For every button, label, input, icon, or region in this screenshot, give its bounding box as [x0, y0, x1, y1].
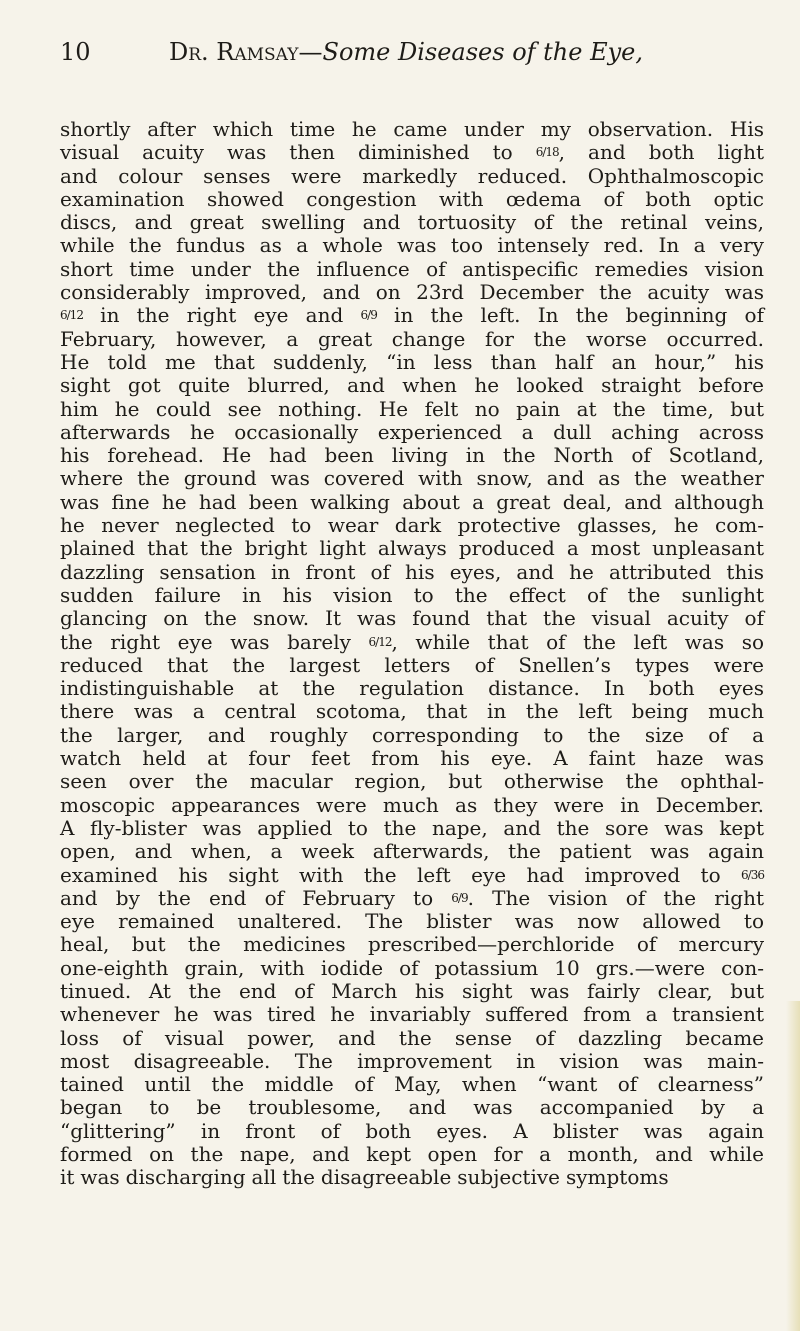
text-line: visual acuity was then diminished to 6/18, and both light	[60, 140, 764, 165]
fraction: 6/9	[360, 308, 377, 323]
text-line: tained until the middle of May, when “want of clearness”	[60, 1072, 764, 1097]
fraction: 6/12	[368, 634, 392, 649]
text-line: he never neglected to wear dark protective glasses, he com-	[60, 513, 764, 538]
running-header	[50, 38, 762, 70]
text-line: while the fundus as a whole was too intensely red. In a very	[60, 233, 764, 258]
text-line: examination showed congestion with œdema of both optic	[60, 186, 764, 211]
text-line: began to be troublesome, and was accompanied by a	[60, 1095, 764, 1120]
text-line: heal, but the medicines prescribed—perchloride of mercury	[60, 932, 764, 957]
text-line: short time under the influence of antispecific remedies vision	[60, 256, 764, 281]
text-line: considerably improved, and on 23rd December the acuity was	[60, 280, 764, 305]
text-line: loss of visual power, and the sense of dazzling became	[60, 1025, 764, 1050]
fraction: 6/12	[60, 308, 83, 323]
text-line: whenever he was tired he invariably suffered from a transient	[60, 1002, 764, 1027]
text-line: was fine he had been walking about a great deal, and although	[60, 489, 764, 514]
text-line: tinued. At the end of March his sight was fairly clear, but	[60, 978, 764, 1003]
text-line: where the ground was covered with snow, and as the weather	[60, 466, 764, 491]
fraction: 6/36	[741, 867, 764, 882]
text-line: discs, and great swelling and tortuosity of the retinal veins,	[60, 210, 764, 235]
text-line: February, however, a great change for the worse occurred.	[60, 326, 764, 351]
text-line: afterwards he occasionally experienced a dull aching across	[60, 419, 764, 444]
running-title	[50, 38, 762, 66]
text-line: the right eye was barely 6/12, while that of the left was so	[60, 629, 764, 654]
page-number: 10	[60, 38, 91, 66]
text-line: formed on the nape, and kept open for a month, and while	[60, 1142, 764, 1167]
text-line: seen over the macular region, but otherwise the ophthal-	[60, 769, 764, 794]
text-line: reduced that the largest letters of Snellen’s types were	[60, 652, 764, 677]
text-line: and colour senses were markedly reduced. Ophthalmoscopic	[60, 163, 764, 188]
text-line: it was discharging all the disagreeable subjective symptoms	[60, 1165, 669, 1190]
text-line: eye remained unaltered. The blister was now allowed to	[60, 909, 764, 934]
text-line: A fly-blister was applied to the nape, and the sore was kept	[60, 815, 764, 840]
text-line: most disagreeable. The improvement in vision was main-	[60, 1048, 764, 1073]
page-edge-shadow	[786, 1001, 800, 1331]
fraction: 6/9	[451, 890, 468, 905]
text-line: sudden failure in his vision to the effect of the sunlight	[60, 582, 764, 607]
title-italic: Some Diseases of the Eye,	[322, 38, 643, 66]
text-line: shortly after which time he came under my observation. His	[60, 117, 764, 141]
text-line: the larger, and roughly corresponding to the size of a	[60, 722, 764, 747]
text-line: plained that the bright light always produced a most unpleasant	[60, 536, 764, 561]
text-line: examined his sight with the left eye had improved to 6/36	[60, 862, 764, 887]
text-line: He told me that suddenly, “in less than half an hour,” his	[60, 349, 764, 374]
text-line: him he could see nothing. He felt no pain at the time, but	[60, 396, 764, 421]
text-line: open, and when, a week afterwards, the patient was again	[60, 839, 764, 864]
text-line: and by the end of February to 6/9. The vision of the right	[60, 885, 764, 910]
text-line: dazzling sensation in front of his eyes, and he attributed this	[60, 559, 764, 584]
text-line: 6/12 in the right eye and 6/9 in the left. In the beginning of	[60, 303, 765, 328]
author-name: Dr. Ramsay	[168, 38, 299, 66]
text-line: “glittering” in front of both eyes. A blister was again	[60, 1118, 764, 1143]
text-line: watch held at four feet from his eye. A faint haze was	[60, 746, 764, 771]
text-line: there was a central scotoma, that in the left being much	[60, 699, 764, 724]
body-text	[60, 118, 764, 1190]
text-line: glancing on the snow. It was found that the visual acuity of	[60, 606, 764, 631]
text-line: his forehead. He had been living in the North of Scotland,	[60, 443, 764, 468]
title-dash: —	[298, 38, 323, 66]
text-line: one-eighth grain, with iodide of potassium 10 grs.—were con-	[60, 955, 764, 980]
text-line: sight got quite blurred, and when he looked straight before	[60, 373, 764, 398]
fraction: 6/18	[535, 145, 559, 160]
text-line: indistinguishable at the regulation distance. In both eyes	[60, 676, 764, 701]
text-line: moscopic appearances were much as they were in December.	[60, 792, 764, 817]
